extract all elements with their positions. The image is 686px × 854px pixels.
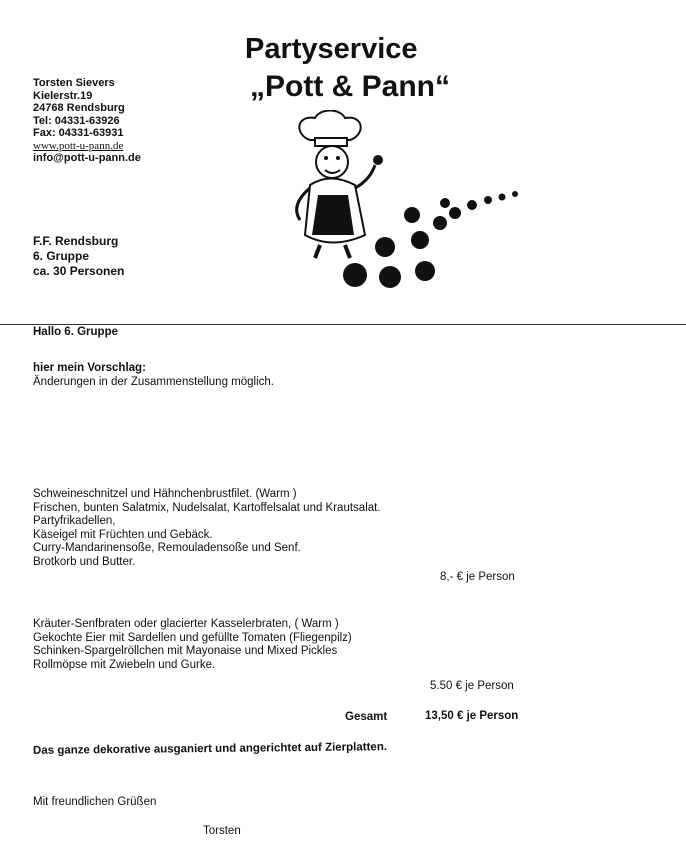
menu-item: Schweineschnitzel und Hähnchenbrustfilet. (Warm ) <box>33 488 297 500</box>
menu-2 <box>33 618 352 672</box>
menu-item: Käseigel mit Früchten und Gebäck. <box>33 528 213 541</box>
menu-item: Frischen, bunten Salatmix, Nudelsalat, Kartoffelsalat und Krautsalat. <box>33 501 381 514</box>
total-price: 13,50 € je Person <box>425 710 519 722</box>
greeting: Hallo 6. Gruppe <box>33 326 118 338</box>
decorative-dots <box>330 185 530 295</box>
menu-2-price: 5.50 € je Person <box>430 680 514 692</box>
menu-item: Rollmöpse mit Zwiebeln und Gurke. <box>33 658 216 671</box>
intro-line: Änderungen in der Zusammenstellung möglich. <box>33 375 274 388</box>
intro <box>33 362 274 389</box>
intro-line: hier mein Vorschlag: <box>33 362 146 374</box>
decoration-note: Das ganze dekorative ausganiert und angerichtet auf Zierplatten. <box>32 741 388 757</box>
sender-tel: Tel: 04331-63926 <box>33 114 120 127</box>
menu-item: Brotkorb und Butter. <box>33 555 136 568</box>
company-title: Partyservice <box>245 33 418 65</box>
sender-city: 24768 Rendsburg <box>33 102 125 114</box>
total-label: Gesamt <box>345 711 388 723</box>
company-name: „Pott & Pann“ <box>250 70 450 103</box>
sender-email: info@pott-u-pann.de <box>33 152 141 164</box>
signature: Torsten <box>203 825 241 837</box>
sender-web-link[interactable]: www.pott-u-pann.de <box>33 139 124 152</box>
menu-1-price: 8,- € je Person <box>440 571 515 583</box>
customer-block <box>33 234 124 279</box>
menu-item: Curry-Mandarinensoße, Remouladensoße und Senf. <box>33 542 301 555</box>
menu-item: Schinken-Spargelröllchen mit Mayonaise und Mixed Pickles <box>33 645 338 658</box>
closing: Mit freundlichen Grüßen <box>33 796 157 808</box>
customer-name: F.F. Rendsburg <box>33 234 119 248</box>
sender-fax: Fax: 04331-63931 <box>33 127 124 139</box>
menu-item: Partyfrikadellen, <box>33 515 116 528</box>
customer-group: 6. Gruppe <box>33 249 90 263</box>
sender-address <box>33 77 141 165</box>
customer-count: ca. 30 Personen <box>33 264 125 278</box>
menu-1 <box>33 488 381 570</box>
divider <box>0 324 686 325</box>
sender-name: Torsten Sievers <box>33 77 115 89</box>
sender-street: Kielerstr.19 <box>33 89 93 102</box>
menu-item: Gekochte Eier mit Sardellen und gefüllte Tomaten (Fliegenpilz) <box>33 631 352 644</box>
menu-item: Kräuter-Senfbraten oder glacierter Kasselerbraten, ( Warm ) <box>33 618 339 630</box>
